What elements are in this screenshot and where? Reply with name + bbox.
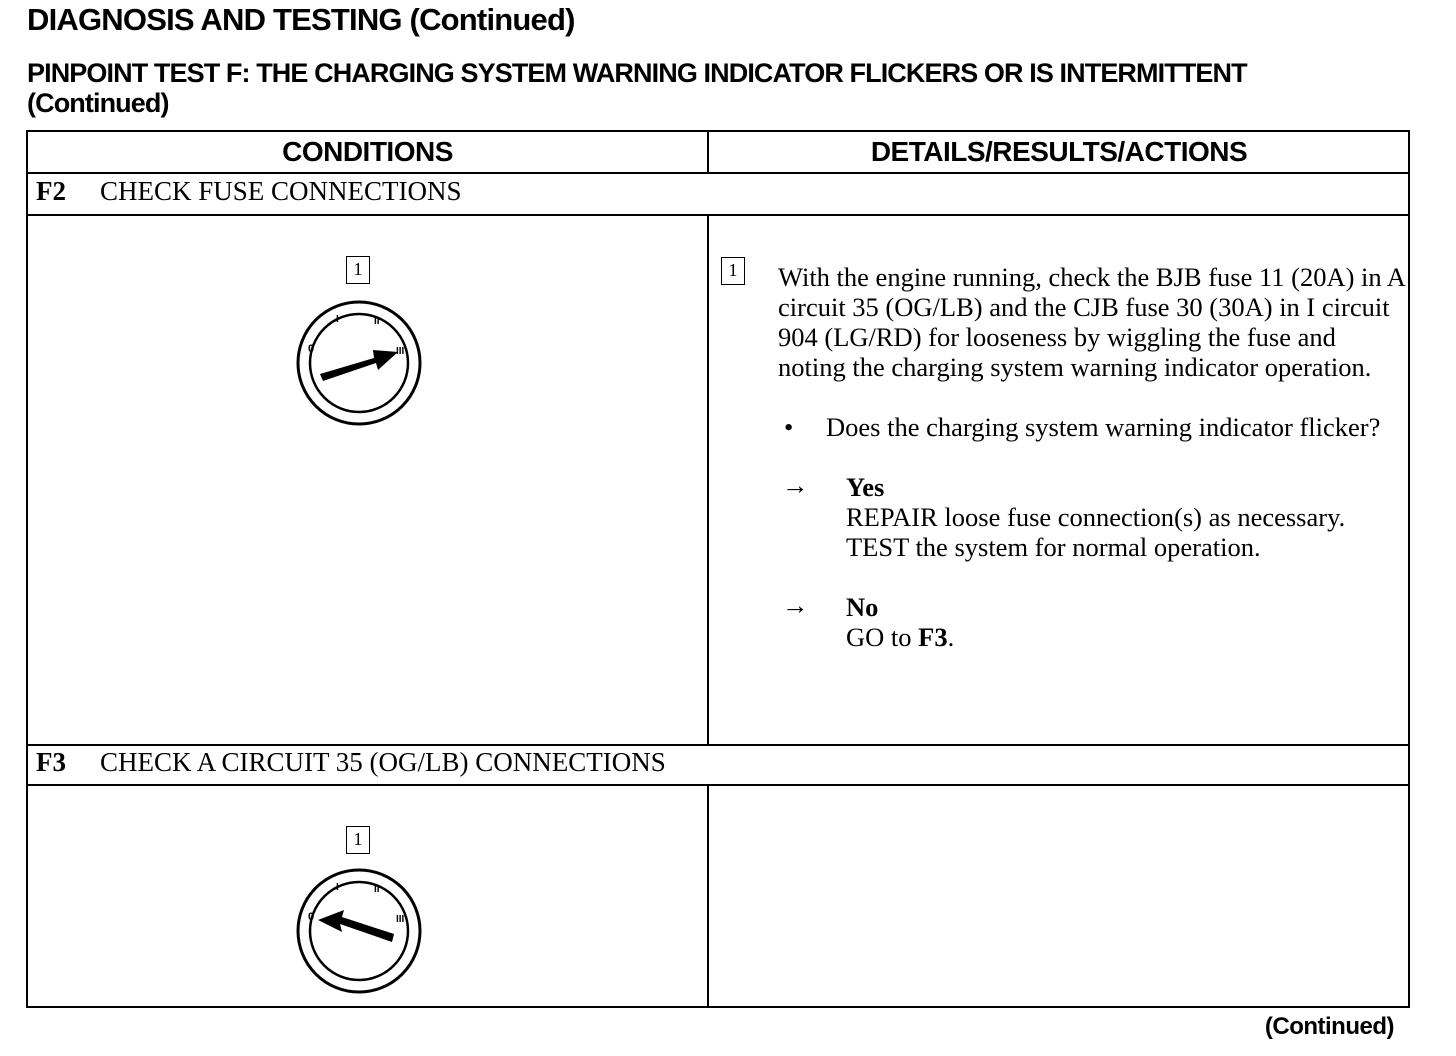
table-rule xyxy=(28,784,1408,786)
result-yes xyxy=(778,472,1408,562)
result-yes-label: Yes xyxy=(846,472,885,502)
table-rule xyxy=(28,214,1408,216)
callout-number: 1 xyxy=(346,826,370,854)
svg-text:III: III xyxy=(396,346,405,357)
step-header-f3 xyxy=(36,747,666,778)
step-title: CHECK FUSE CONNECTIONS xyxy=(100,176,462,206)
go-to-step-link: F3 xyxy=(918,622,948,652)
result-yes-action: REPAIR loose fuse connection(s) as necessary. TEST the system for normal operation. xyxy=(846,502,1346,562)
ignition-switch-run-icon xyxy=(294,298,424,428)
svg-text:0: 0 xyxy=(308,343,315,355)
table-rule xyxy=(707,784,709,1008)
svg-text:III: III xyxy=(396,914,405,925)
step-header-f2 xyxy=(36,176,462,207)
svg-text:II: II xyxy=(374,884,380,895)
question-item xyxy=(778,412,1408,442)
result-no xyxy=(778,592,1408,652)
bullet-icon: • xyxy=(784,412,794,442)
arrow-right-icon: → xyxy=(782,470,809,500)
table-rule xyxy=(707,214,709,744)
result-no-action xyxy=(846,622,1408,652)
column-header-details: DETAILS/RESULTS/ACTIONS xyxy=(870,136,1248,167)
action-text: . xyxy=(947,622,955,652)
svg-text:I: I xyxy=(336,314,339,325)
svg-text:II: II xyxy=(374,316,380,327)
continued-note: (Continued) xyxy=(1264,1013,1394,1040)
ignition-switch-off-icon xyxy=(294,866,424,996)
svg-text:I: I xyxy=(336,882,339,893)
result-no-label: No xyxy=(846,592,879,622)
page-title: DIAGNOSIS AND TESTING (Continued) xyxy=(27,2,575,37)
table-rule xyxy=(28,744,1408,746)
step-id: F3 xyxy=(36,747,66,777)
svg-text:0: 0 xyxy=(308,911,315,923)
arrow-right-icon: → xyxy=(782,590,809,620)
question-text: Does the charging system warning indicator flicker? xyxy=(826,412,1381,442)
step-title: CHECK A CIRCUIT 35 (OG/LB) CONNECTIONS xyxy=(100,747,666,777)
pinpoint-test-table xyxy=(26,130,1410,1008)
instruction-text: With the engine running, check the BJB fuse 11 (20A) in A circuit 35 (OG/LB) and the CJB fuse 30 (30A) in I circuit 904 (LG/RD) for looseness by wiggling the fuse and noting the charging system warning indicator operation. xyxy=(778,262,1405,382)
action-text: GO to xyxy=(846,622,919,652)
column-header-conditions: CONDITIONS xyxy=(282,136,453,167)
pinpoint-test-title: PINPOINT TEST F: THE CHARGING SYSTEM WARNING INDICATOR FLICKERS OR IS INTERMITTENT (Continued) xyxy=(27,58,1247,118)
callout-number: 1 xyxy=(721,257,745,285)
step-f2-details xyxy=(778,262,1408,652)
callout-number: 1 xyxy=(346,256,370,284)
step-id: F2 xyxy=(36,176,66,206)
table-rule xyxy=(28,172,1408,174)
